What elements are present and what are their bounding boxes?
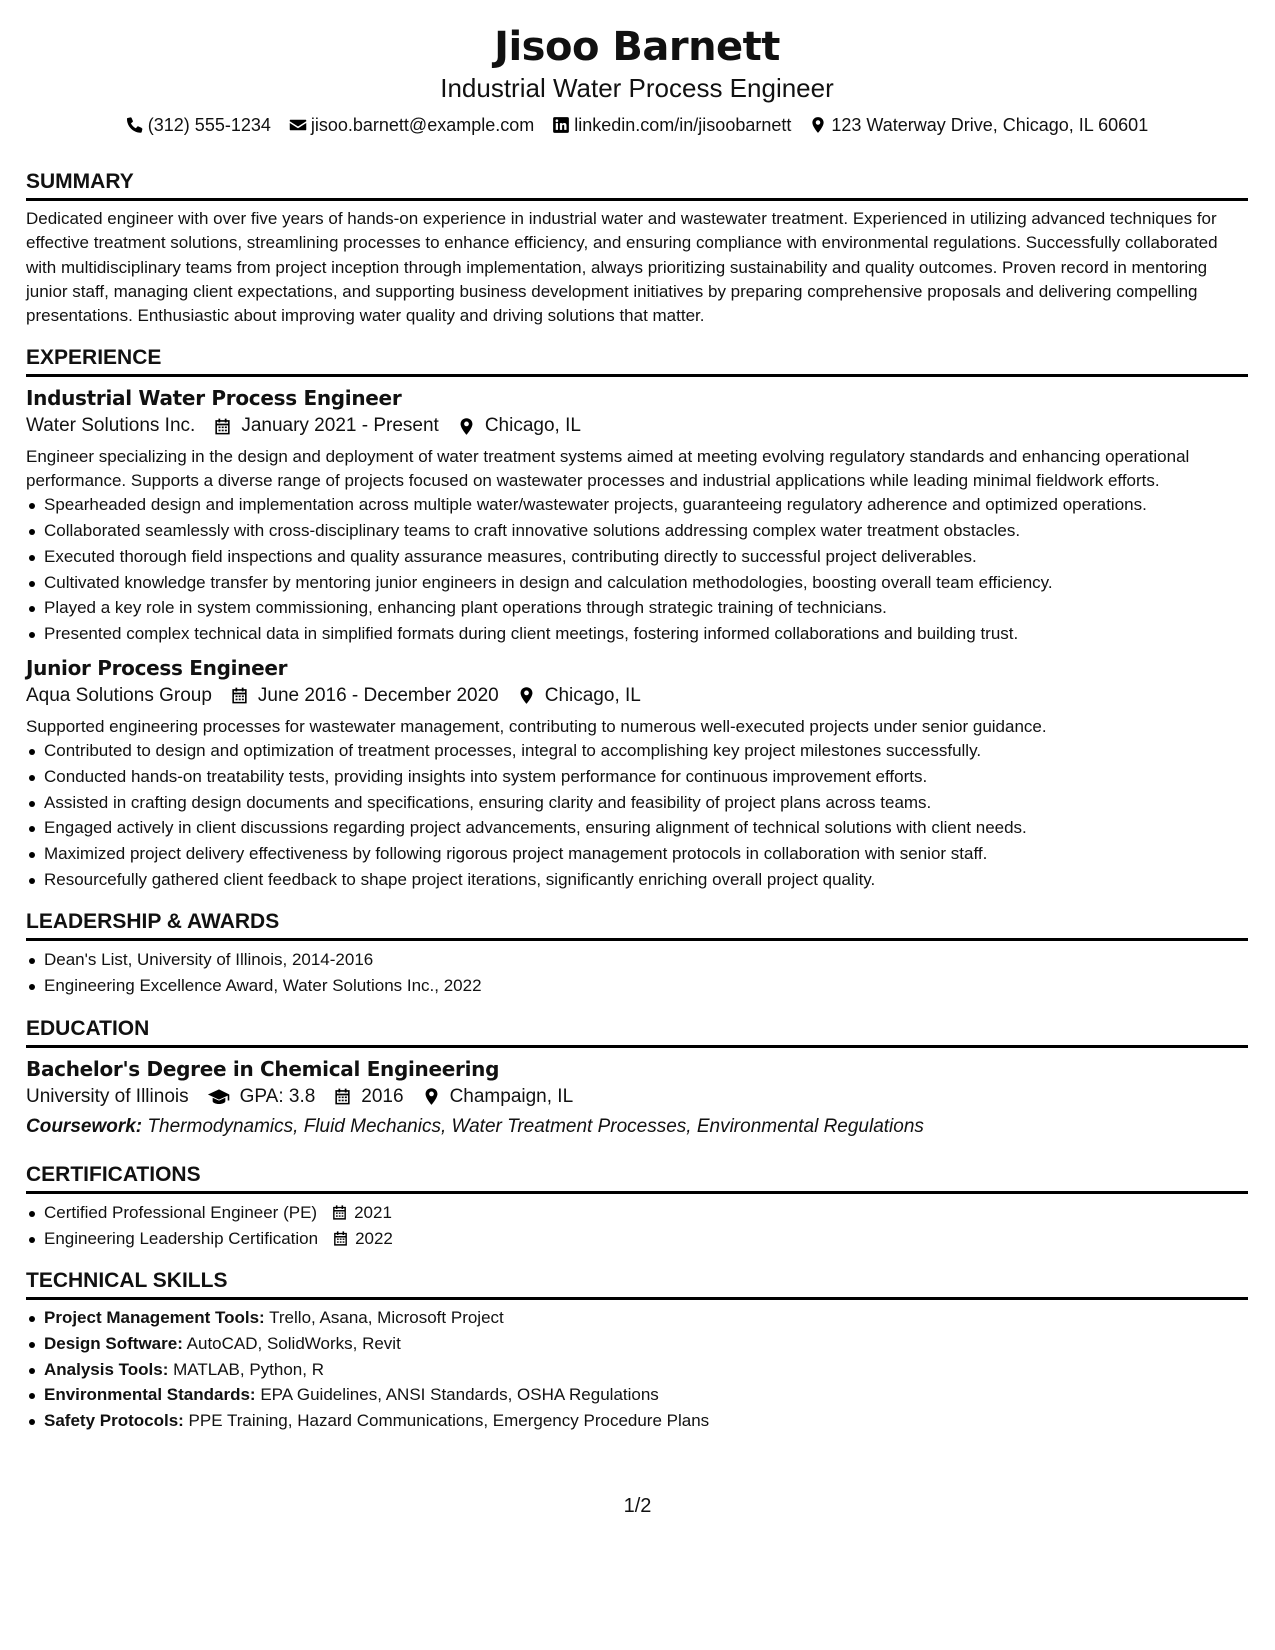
calendar-icon — [333, 1087, 352, 1106]
map-marker-icon — [809, 116, 827, 134]
job-title: Industrial Water Process Engineer — [26, 386, 402, 411]
phone-icon — [126, 116, 144, 134]
list-item: Executed thorough field inspections and quality assurance measures, contributing directly to successful project deliverables. — [26, 544, 1248, 570]
location-text: Chicago, IL — [484, 415, 581, 437]
list-item: Collaborated seamlessly with cross-disciplinary teams to craft innovative solutions addressing complex water treatment obstacles. — [26, 518, 1248, 544]
certifications-list — [26, 1200, 1248, 1251]
contact-linkedin[interactable] — [552, 113, 791, 137]
list-item: Spearheaded design and implementation across multiple water/wastewater projects, guaranteeing regulatory adherence and optimized operations. — [26, 492, 1248, 518]
experience-heading: EXPERIENCE — [26, 345, 1248, 377]
cert-row — [44, 1200, 1248, 1226]
skill-value: AutoCAD, SolidWorks, Revit — [186, 1333, 401, 1353]
job-dates — [230, 681, 499, 711]
calendar-icon — [331, 1204, 348, 1221]
cert-name: Engineering Leadership Certification — [44, 1228, 319, 1248]
list-item — [26, 1226, 1248, 1252]
calendar-icon — [230, 686, 249, 705]
dates-text: June 2016 - December 2020 — [257, 684, 499, 706]
graduation-cap-icon — [207, 1087, 231, 1106]
cert-year: 2022 — [355, 1228, 393, 1248]
skill-value: Trello, Asana, Microsoft Project — [269, 1308, 504, 1328]
job-description: Supported engineering processes for wastewater management, contributing to numerous well-executed projects under senior guidance. — [26, 716, 1047, 736]
list-item — [26, 1382, 1248, 1408]
job-location — [517, 681, 641, 711]
education-gpa — [207, 1082, 316, 1112]
leadership-heading: LEADERSHIP & AWARDS — [26, 909, 1248, 941]
list-item — [26, 1408, 1248, 1434]
skill-label: Design Software: — [44, 1333, 183, 1353]
cert-year: 2021 — [354, 1202, 392, 1222]
list-item: Conducted hands-on treatability tests, providing insights into system performance for continuous improvement efforts. — [26, 764, 1248, 790]
skill-label: Analysis Tools: — [44, 1359, 169, 1379]
list-item: Played a key role in system commissioning, enhancing plant operations through strategic training of technicians. — [26, 595, 1248, 621]
leadership-list — [26, 947, 1248, 998]
list-item: Engineering Excellence Award, Water Solutions Inc., 2022 — [26, 973, 1248, 999]
company-name: Aqua Solutions Group — [26, 684, 212, 706]
candidate-title: Industrial Water Process Engineer — [440, 73, 834, 103]
certifications-heading: CERTIFICATIONS — [26, 1162, 1248, 1194]
job-title: Junior Process Engineer — [26, 655, 288, 680]
job-company — [26, 681, 212, 711]
skill-label: Safety Protocols: — [44, 1411, 184, 1431]
list-item — [26, 1200, 1248, 1226]
job-entry — [26, 655, 1248, 893]
job-description: Engineer specializing in the design and deployment of water treatment systems aimed at meeting evolving regulatory standards and enhancing operational performance. Supports a diverse range of projects focused on wastewater processes and industrial applications while leading minimal fieldwork efforts. — [26, 447, 1190, 490]
job-company — [26, 411, 195, 441]
list-item: Dean's List, University of Illinois, 2014-2016 — [26, 947, 1248, 973]
page-number: 1/2 — [623, 1495, 652, 1517]
degree-title: Bachelor's Degree in Chemical Engineering — [26, 1056, 500, 1081]
list-item: Engaged actively in client discussions regarding project advancements, ensuring alignment of technical solutions with client needs. — [26, 815, 1248, 841]
list-item: Presented complex technical data in simplified formats during client meetings, fostering informed collaborations and building trust. — [26, 621, 1248, 647]
job-bullets — [26, 492, 1248, 646]
year-text: 2016 — [361, 1085, 404, 1107]
skill-value: MATLAB, Python, R — [173, 1359, 324, 1379]
skill-label: Project Management Tools: — [44, 1308, 265, 1328]
cert-row — [44, 1226, 1248, 1252]
linkedin-link[interactable]: linkedin.com/in/jisoobarnett — [574, 115, 792, 135]
gpa-text: GPA: 3.8 — [239, 1085, 316, 1107]
location-text: Chicago, IL — [544, 684, 641, 706]
contact-address — [809, 113, 1148, 137]
job-meta — [26, 681, 1248, 711]
envelope-icon — [289, 116, 307, 134]
skill-value: PPE Training, Hazard Communications, Emergency Procedure Plans — [188, 1411, 710, 1431]
education-year — [333, 1082, 403, 1112]
map-marker-icon — [457, 417, 476, 436]
calendar-icon — [213, 417, 232, 436]
company-name: Water Solutions Inc. — [26, 415, 196, 437]
list-item — [26, 1331, 1248, 1357]
skills-heading: TECHNICAL SKILLS — [26, 1268, 1248, 1300]
contact-bar — [26, 113, 1248, 137]
skill-label: Environmental Standards: — [44, 1385, 256, 1405]
school-name — [26, 1082, 189, 1112]
calendar-icon — [332, 1230, 349, 1247]
job-dates — [213, 411, 439, 441]
list-item — [26, 1357, 1248, 1383]
skills-list — [26, 1305, 1248, 1434]
map-marker-icon — [422, 1087, 441, 1106]
linkedin-icon — [552, 116, 570, 134]
skill-value: EPA Guidelines, ANSI Standards, OSHA Regulations — [260, 1385, 659, 1405]
coursework-text: Thermodynamics, Fluid Mechanics, Water Treatment Processes, Environmental Regulations — [147, 1115, 924, 1137]
phone-text: (312) 555-1234 — [147, 115, 271, 135]
job-meta — [26, 411, 1248, 441]
coursework-label: Coursework: — [26, 1115, 143, 1137]
summary-text: Dedicated engineer with over five years of hands-on experience in industrial water and wastewater treatment. Experienced in utilizing advanced techniques for effective treatment solutions, streamlining processes to enhance efficiency, and ensuring compliance with environmental regulations. Successfully collaborated with multidisciplinary teams from project inception through implementation, always prioritizing sustainability and quality outcomes. Proven record in mentoring junior staff, managing client expectations, and supporting business development initiatives by preparing comprehensive proposals and delivering compelling presentations. Enthusiastic about improving water quality and driving solutions that matter. — [26, 209, 1218, 326]
list-item: Cultivated knowledge transfer by mentoring junior engineers in design and calculation methodologies, boosting overall team efficiency. — [26, 570, 1248, 596]
education-location — [422, 1082, 574, 1112]
location-text: Champaign, IL — [449, 1085, 574, 1107]
cert-name: Certified Professional Engineer (PE) — [44, 1202, 318, 1222]
address-text: 123 Waterway Drive, Chicago, IL 60601 — [831, 115, 1149, 135]
map-marker-icon — [517, 686, 536, 705]
education-heading: EDUCATION — [26, 1016, 1248, 1048]
list-item: Maximized project delivery effectiveness by following rigorous project management protocols in collaboration with senior staff. — [26, 841, 1248, 867]
list-item: Assisted in crafting design documents and specifications, ensuring clarity and feasibility of project plans across teams. — [26, 790, 1248, 816]
job-location — [457, 411, 581, 441]
dates-text: January 2021 - Present — [241, 415, 439, 437]
job-entry — [26, 385, 1248, 646]
candidate-name: Jisoo Barnett — [494, 24, 780, 70]
list-item — [26, 1305, 1248, 1331]
coursework — [26, 1112, 1248, 1142]
list-item: Contributed to design and optimization of treatment processes, integral to accomplishing key project milestones successfully. — [26, 738, 1248, 764]
job-bullets — [26, 738, 1248, 892]
summary-heading: SUMMARY — [26, 169, 1248, 201]
resume-page — [26, 22, 1248, 1434]
contact-email[interactable] — [289, 113, 534, 137]
contact-phone — [126, 113, 271, 137]
list-item: Resourcefully gathered client feedback to shape project iterations, significantly enriching overall project quality. — [26, 867, 1248, 893]
email-link[interactable]: jisoo.barnett@example.com — [310, 115, 535, 135]
school-text: University of Illinois — [26, 1085, 189, 1107]
education-meta — [26, 1082, 1248, 1112]
